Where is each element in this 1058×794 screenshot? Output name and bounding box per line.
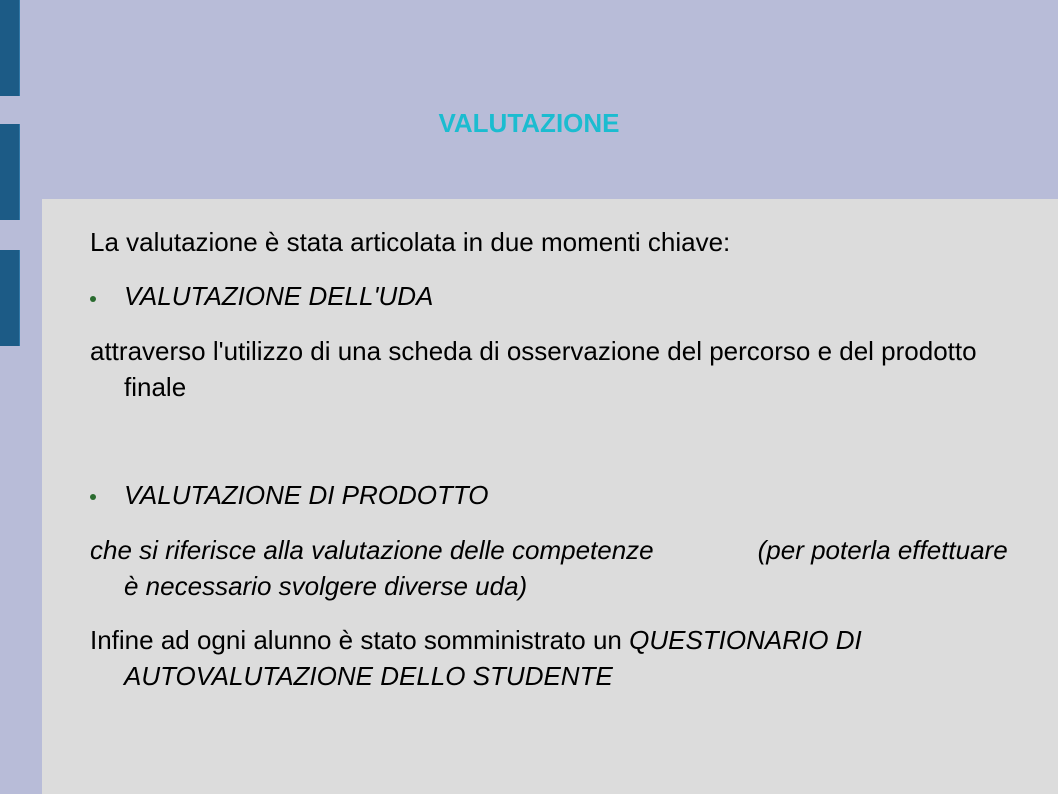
uda-description: attraverso l'utilizzo di una scheda di osservazione del percorso e del prodotto finale (90, 336, 977, 402)
slide-title: VALUTAZIONE (438, 108, 620, 138)
bullet-uda: VALUTAZIONE DELL'UDA (124, 281, 434, 311)
bullet-prodotto: VALUTAZIONE DI PRODOTTO (124, 480, 489, 510)
prodotto-description-part-1: che si riferisce alla valutazione delle competenze (90, 535, 654, 565)
intro-text: La valutazione è stata articolata in due momenti chiave: (90, 227, 731, 257)
bullet-dot-icon (90, 494, 96, 500)
edge-tab-top (0, 0, 20, 96)
prodotto-description (90, 532, 1024, 604)
final-text-plain: Infine ad ogni alunno è stato somministrato un (90, 625, 630, 655)
edge-tab-bottom (0, 250, 20, 346)
bullet-dot-icon (90, 296, 96, 302)
prodotto-description-part-2: (per poterla effettuare è necessario svolgere diverse uda) (124, 535, 1008, 601)
final-text-questionnaire: QUESTIONARIO DI AUTOVALUTAZIONE DELLO STUDENTE (124, 625, 862, 691)
final-text (90, 622, 1024, 694)
